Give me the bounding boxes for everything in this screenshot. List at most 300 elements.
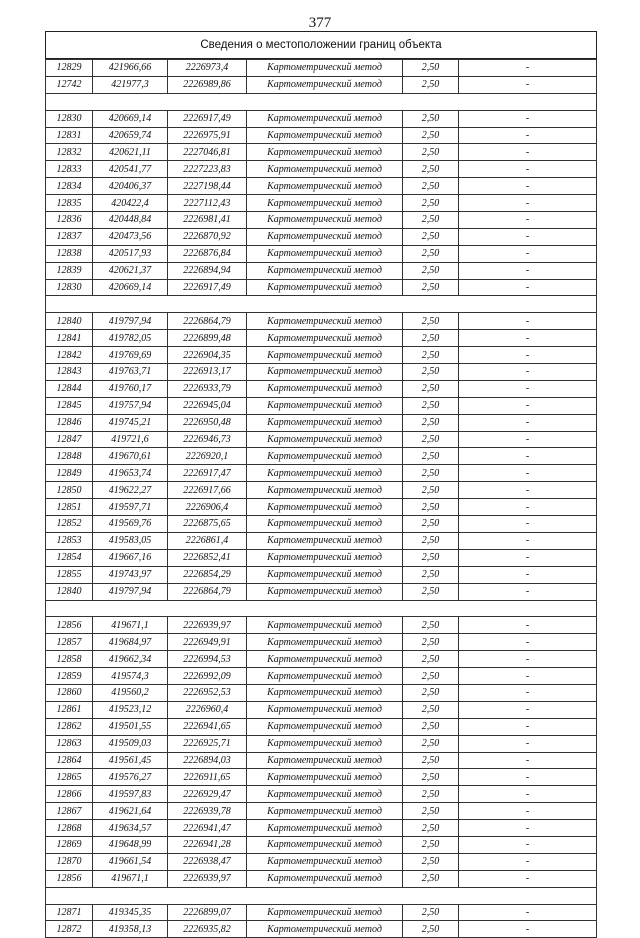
point-id-cell: 12861: [46, 701, 93, 718]
precision-cell: 2,50: [403, 279, 459, 296]
description-cell: -: [459, 836, 597, 853]
coord-y-cell: 2226899,48: [168, 330, 247, 347]
coord-y-cell: 2226917,66: [168, 482, 247, 499]
table-row: [46, 701, 597, 718]
coord-x-cell: 419560,2: [93, 684, 168, 701]
coord-y-cell: 2226876,84: [168, 245, 247, 262]
description-cell: -: [459, 465, 597, 482]
coord-x-cell: 419671,1: [93, 870, 168, 887]
description-cell: -: [459, 718, 597, 735]
description-cell: -: [459, 532, 597, 549]
precision-cell: 2,50: [403, 516, 459, 533]
precision-cell: 2,50: [403, 566, 459, 583]
point-id-cell: 12840: [46, 583, 93, 600]
method-cell: Картометрический метод: [247, 313, 403, 330]
coord-y-cell: 2226911,65: [168, 769, 247, 786]
table-row: [46, 110, 597, 127]
table-row: [46, 921, 597, 938]
precision-cell: 2,50: [403, 651, 459, 668]
coord-x-cell: 420669,14: [93, 110, 168, 127]
point-id-cell: 12843: [46, 364, 93, 381]
method-cell: Картометрический метод: [247, 549, 403, 566]
description-cell: -: [459, 431, 597, 448]
precision-cell: 2,50: [403, 921, 459, 938]
coord-x-cell: 420517,93: [93, 245, 168, 262]
coord-x-cell: 419523,12: [93, 701, 168, 718]
table-row: [46, 735, 597, 752]
coord-y-cell: 2226960,4: [168, 701, 247, 718]
coord-x-cell: 419661,54: [93, 853, 168, 870]
description-cell: -: [459, 684, 597, 701]
precision-cell: 2,50: [403, 499, 459, 516]
coord-x-cell: 419509,03: [93, 735, 168, 752]
separator-cell: [46, 887, 597, 904]
coord-y-cell: 2226938,47: [168, 853, 247, 870]
method-cell: Картометрический метод: [247, 651, 403, 668]
description-cell: -: [459, 668, 597, 685]
coord-y-cell: 2226989,86: [168, 76, 247, 93]
method-cell: Картометрический метод: [247, 76, 403, 93]
precision-cell: 2,50: [403, 347, 459, 364]
coord-y-cell: 2226913,17: [168, 364, 247, 381]
coord-y-cell: 2226904,35: [168, 347, 247, 364]
precision-cell: 2,50: [403, 60, 459, 77]
coordinates-table: [45, 59, 597, 938]
precision-cell: 2,50: [403, 820, 459, 837]
coord-y-cell: 2226861,4: [168, 532, 247, 549]
precision-cell: 2,50: [403, 634, 459, 651]
point-id-cell: 12848: [46, 448, 93, 465]
coord-x-cell: 419721,6: [93, 431, 168, 448]
precision-cell: 2,50: [403, 583, 459, 600]
coord-y-cell: 2226929,47: [168, 786, 247, 803]
coord-x-cell: 421966,66: [93, 60, 168, 77]
point-id-cell: 12865: [46, 769, 93, 786]
coord-y-cell: 2226992,09: [168, 668, 247, 685]
table-row: [46, 431, 597, 448]
point-id-cell: 12844: [46, 380, 93, 397]
point-id-cell: 12855: [46, 566, 93, 583]
description-cell: -: [459, 583, 597, 600]
coord-y-cell: 2226939,97: [168, 617, 247, 634]
precision-cell: 2,50: [403, 127, 459, 144]
method-cell: Картометрический метод: [247, 752, 403, 769]
description-cell: -: [459, 262, 597, 279]
method-cell: Картометрический метод: [247, 532, 403, 549]
point-id-cell: 12847: [46, 431, 93, 448]
coord-y-cell: 2226941,47: [168, 820, 247, 837]
coord-y-cell: 2226950,48: [168, 414, 247, 431]
table-row: [46, 516, 597, 533]
method-cell: Картометрический метод: [247, 178, 403, 195]
point-id-cell: 12846: [46, 414, 93, 431]
description-cell: -: [459, 617, 597, 634]
table-row: [46, 465, 597, 482]
separator-cell: [46, 296, 597, 313]
separator-cell: [46, 93, 597, 110]
method-cell: Картометрический метод: [247, 110, 403, 127]
coord-x-cell: 419670,61: [93, 448, 168, 465]
point-id-cell: 12872: [46, 921, 93, 938]
coord-x-cell: 419763,71: [93, 364, 168, 381]
coord-x-cell: 419358,13: [93, 921, 168, 938]
method-cell: Картометрический метод: [247, 499, 403, 516]
point-id-cell: 12859: [46, 668, 93, 685]
coord-x-cell: 420659,74: [93, 127, 168, 144]
description-cell: -: [459, 313, 597, 330]
method-cell: Картометрический метод: [247, 262, 403, 279]
coord-y-cell: 2227223,83: [168, 161, 247, 178]
coord-y-cell: 2226952,53: [168, 684, 247, 701]
separator-cell: [46, 600, 597, 617]
description-cell: -: [459, 921, 597, 938]
coord-x-cell: 420473,56: [93, 228, 168, 245]
table-row: [46, 718, 597, 735]
point-id-cell: 12742: [46, 76, 93, 93]
description-cell: -: [459, 110, 597, 127]
method-cell: Картометрический метод: [247, 820, 403, 837]
coord-x-cell: 419769,69: [93, 347, 168, 364]
coord-x-cell: 419576,27: [93, 769, 168, 786]
precision-cell: 2,50: [403, 76, 459, 93]
precision-cell: 2,50: [403, 397, 459, 414]
description-cell: -: [459, 60, 597, 77]
point-id-cell: 12869: [46, 836, 93, 853]
coord-x-cell: 420541,77: [93, 161, 168, 178]
method-cell: Картометрический метод: [247, 482, 403, 499]
coord-x-cell: 420621,37: [93, 262, 168, 279]
table-row: [46, 397, 597, 414]
coord-x-cell: 419583,05: [93, 532, 168, 549]
method-cell: Картометрический метод: [247, 431, 403, 448]
coord-y-cell: 2226870,92: [168, 228, 247, 245]
precision-cell: 2,50: [403, 380, 459, 397]
coord-y-cell: 2226852,41: [168, 549, 247, 566]
point-id-cell: 12837: [46, 228, 93, 245]
description-cell: -: [459, 144, 597, 161]
coord-x-cell: 419597,83: [93, 786, 168, 803]
description-cell: -: [459, 786, 597, 803]
group-separator: [46, 93, 597, 110]
table-row: [46, 262, 597, 279]
point-id-cell: 12857: [46, 634, 93, 651]
precision-cell: 2,50: [403, 769, 459, 786]
coord-y-cell: 2226925,71: [168, 735, 247, 752]
coordinates-table-body: [46, 60, 597, 938]
coord-y-cell: 2226981,41: [168, 212, 247, 229]
table-row: [46, 127, 597, 144]
precision-cell: 2,50: [403, 786, 459, 803]
precision-cell: 2,50: [403, 803, 459, 820]
table-row: [46, 803, 597, 820]
coord-y-cell: 2226854,29: [168, 566, 247, 583]
description-cell: -: [459, 904, 597, 921]
coord-x-cell: 420448,84: [93, 212, 168, 229]
point-id-cell: 12841: [46, 330, 93, 347]
coord-y-cell: 2226973,4: [168, 60, 247, 77]
table-row: [46, 684, 597, 701]
table-row: [46, 76, 597, 93]
point-id-cell: 12829: [46, 60, 93, 77]
coord-y-cell: 2227112,43: [168, 195, 247, 212]
coord-x-cell: 420621,11: [93, 144, 168, 161]
method-cell: Картометрический метод: [247, 516, 403, 533]
method-cell: Картометрический метод: [247, 364, 403, 381]
method-cell: Картометрический метод: [247, 904, 403, 921]
table-row: [46, 178, 597, 195]
table-row: [46, 769, 597, 786]
method-cell: Картометрический метод: [247, 718, 403, 735]
coord-y-cell: 2226894,94: [168, 262, 247, 279]
description-cell: -: [459, 651, 597, 668]
table-row: [46, 786, 597, 803]
coord-x-cell: 419574,3: [93, 668, 168, 685]
method-cell: Картометрический метод: [247, 566, 403, 583]
precision-cell: 2,50: [403, 245, 459, 262]
method-cell: Картометрический метод: [247, 144, 403, 161]
table-row: [46, 414, 597, 431]
description-cell: -: [459, 127, 597, 144]
precision-cell: 2,50: [403, 532, 459, 549]
precision-cell: 2,50: [403, 735, 459, 752]
method-cell: Картометрический метод: [247, 836, 403, 853]
description-cell: -: [459, 195, 597, 212]
description-cell: -: [459, 397, 597, 414]
precision-cell: 2,50: [403, 262, 459, 279]
table-row: [46, 668, 597, 685]
method-cell: Картометрический метод: [247, 195, 403, 212]
coord-x-cell: 419662,34: [93, 651, 168, 668]
method-cell: Картометрический метод: [247, 212, 403, 229]
point-id-cell: 12832: [46, 144, 93, 161]
coord-y-cell: 2226864,79: [168, 313, 247, 330]
description-cell: -: [459, 820, 597, 837]
table-row: [46, 566, 597, 583]
point-id-cell: 12830: [46, 110, 93, 127]
coord-x-cell: 419797,94: [93, 583, 168, 600]
description-cell: -: [459, 735, 597, 752]
precision-cell: 2,50: [403, 617, 459, 634]
description-cell: -: [459, 330, 597, 347]
method-cell: Картометрический метод: [247, 127, 403, 144]
method-cell: Картометрический метод: [247, 397, 403, 414]
coord-y-cell: 2226941,28: [168, 836, 247, 853]
point-id-cell: 12862: [46, 718, 93, 735]
description-cell: -: [459, 853, 597, 870]
coord-x-cell: 419653,74: [93, 465, 168, 482]
group-separator: [46, 296, 597, 313]
coord-y-cell: 2226935,82: [168, 921, 247, 938]
point-id-cell: 12839: [46, 262, 93, 279]
precision-cell: 2,50: [403, 161, 459, 178]
description-cell: -: [459, 245, 597, 262]
method-cell: Картометрический метод: [247, 228, 403, 245]
description-cell: -: [459, 448, 597, 465]
coord-x-cell: 419684,97: [93, 634, 168, 651]
table-row: [46, 364, 597, 381]
coord-x-cell: 419760,17: [93, 380, 168, 397]
description-cell: -: [459, 279, 597, 296]
coord-y-cell: 2226875,65: [168, 516, 247, 533]
point-id-cell: 12864: [46, 752, 93, 769]
coord-x-cell: 419667,16: [93, 549, 168, 566]
description-cell: -: [459, 634, 597, 651]
precision-cell: 2,50: [403, 752, 459, 769]
precision-cell: 2,50: [403, 195, 459, 212]
point-id-cell: 12835: [46, 195, 93, 212]
precision-cell: 2,50: [403, 178, 459, 195]
coord-x-cell: 419561,45: [93, 752, 168, 769]
method-cell: Картометрический метод: [247, 853, 403, 870]
description-cell: -: [459, 161, 597, 178]
precision-cell: 2,50: [403, 228, 459, 245]
description-cell: -: [459, 516, 597, 533]
precision-cell: 2,50: [403, 836, 459, 853]
coord-x-cell: 419622,27: [93, 482, 168, 499]
coord-y-cell: 2226939,97: [168, 870, 247, 887]
method-cell: Картометрический метод: [247, 921, 403, 938]
coord-x-cell: 421977,3: [93, 76, 168, 93]
method-cell: Картометрический метод: [247, 347, 403, 364]
method-cell: Картометрический метод: [247, 245, 403, 262]
precision-cell: 2,50: [403, 701, 459, 718]
method-cell: Картометрический метод: [247, 583, 403, 600]
precision-cell: 2,50: [403, 549, 459, 566]
coord-y-cell: 2226994,53: [168, 651, 247, 668]
precision-cell: 2,50: [403, 330, 459, 347]
coord-x-cell: 419345,35: [93, 904, 168, 921]
coord-y-cell: 2226939,78: [168, 803, 247, 820]
description-cell: -: [459, 414, 597, 431]
coord-x-cell: 420422,4: [93, 195, 168, 212]
description-cell: -: [459, 803, 597, 820]
point-id-cell: 12854: [46, 549, 93, 566]
point-id-cell: 12871: [46, 904, 93, 921]
coord-x-cell: 419782,05: [93, 330, 168, 347]
description-cell: -: [459, 566, 597, 583]
method-cell: Картометрический метод: [247, 803, 403, 820]
precision-cell: 2,50: [403, 144, 459, 161]
precision-cell: 2,50: [403, 431, 459, 448]
method-cell: Картометрический метод: [247, 735, 403, 752]
boundary-sheet: [45, 31, 597, 938]
table-row: [46, 532, 597, 549]
method-cell: Картометрический метод: [247, 668, 403, 685]
coord-y-cell: 2226894,03: [168, 752, 247, 769]
coord-y-cell: 2226917,47: [168, 465, 247, 482]
coord-y-cell: 2226899,07: [168, 904, 247, 921]
precision-cell: 2,50: [403, 684, 459, 701]
table-row: [46, 617, 597, 634]
description-cell: -: [459, 76, 597, 93]
coord-y-cell: 2226933,79: [168, 380, 247, 397]
precision-cell: 2,50: [403, 414, 459, 431]
table-row: [46, 313, 597, 330]
table-row: [46, 499, 597, 516]
precision-cell: 2,50: [403, 364, 459, 381]
coord-x-cell: 420669,14: [93, 279, 168, 296]
coord-x-cell: 419757,94: [93, 397, 168, 414]
coord-x-cell: 419569,76: [93, 516, 168, 533]
coord-x-cell: 419671,1: [93, 617, 168, 634]
method-cell: Картометрический метод: [247, 380, 403, 397]
table-row: [46, 330, 597, 347]
point-id-cell: 12836: [46, 212, 93, 229]
coord-x-cell: 419648,99: [93, 836, 168, 853]
table-row: [46, 245, 597, 262]
table-row: [46, 228, 597, 245]
table-row: [46, 752, 597, 769]
description-cell: -: [459, 499, 597, 516]
description-cell: -: [459, 178, 597, 195]
table-row: [46, 583, 597, 600]
table-row: [46, 853, 597, 870]
method-cell: Картометрический метод: [247, 617, 403, 634]
table-row: [46, 161, 597, 178]
coord-x-cell: 419501,55: [93, 718, 168, 735]
coord-y-cell: 2227046,81: [168, 144, 247, 161]
method-cell: Картометрический метод: [247, 786, 403, 803]
coord-y-cell: 2226864,79: [168, 583, 247, 600]
coord-y-cell: 2226917,49: [168, 279, 247, 296]
point-id-cell: 12870: [46, 853, 93, 870]
description-cell: -: [459, 380, 597, 397]
table-row: [46, 904, 597, 921]
precision-cell: 2,50: [403, 904, 459, 921]
table-row: [46, 820, 597, 837]
point-id-cell: 12851: [46, 499, 93, 516]
coord-y-cell: 2226941,65: [168, 718, 247, 735]
method-cell: Картометрический метод: [247, 684, 403, 701]
method-cell: Картометрический метод: [247, 161, 403, 178]
point-id-cell: 12838: [46, 245, 93, 262]
precision-cell: 2,50: [403, 110, 459, 127]
point-id-cell: 12842: [46, 347, 93, 364]
table-row: [46, 651, 597, 668]
coord-x-cell: 420406,37: [93, 178, 168, 195]
precision-cell: 2,50: [403, 853, 459, 870]
coord-x-cell: 419634,57: [93, 820, 168, 837]
coord-y-cell: 2227198,44: [168, 178, 247, 195]
coord-y-cell: 2226945,04: [168, 397, 247, 414]
point-id-cell: 12852: [46, 516, 93, 533]
point-id-cell: 12856: [46, 617, 93, 634]
precision-cell: 2,50: [403, 465, 459, 482]
coord-x-cell: 419797,94: [93, 313, 168, 330]
coord-y-cell: 2226949,91: [168, 634, 247, 651]
precision-cell: 2,50: [403, 482, 459, 499]
method-cell: Картометрический метод: [247, 448, 403, 465]
table-row: [46, 634, 597, 651]
table-row: [46, 144, 597, 161]
precision-cell: 2,50: [403, 718, 459, 735]
table-row: [46, 448, 597, 465]
table-row: [46, 870, 597, 887]
table-row: [46, 380, 597, 397]
coord-y-cell: 2226920,1: [168, 448, 247, 465]
coord-y-cell: 2226917,49: [168, 110, 247, 127]
table-row: [46, 482, 597, 499]
description-cell: -: [459, 870, 597, 887]
method-cell: Картометрический метод: [247, 60, 403, 77]
point-id-cell: 12834: [46, 178, 93, 195]
method-cell: Картометрический метод: [247, 701, 403, 718]
point-id-cell: 12831: [46, 127, 93, 144]
coord-x-cell: 419743,97: [93, 566, 168, 583]
page-number: 377: [308, 15, 332, 31]
coord-x-cell: 419745,21: [93, 414, 168, 431]
description-cell: -: [459, 212, 597, 229]
